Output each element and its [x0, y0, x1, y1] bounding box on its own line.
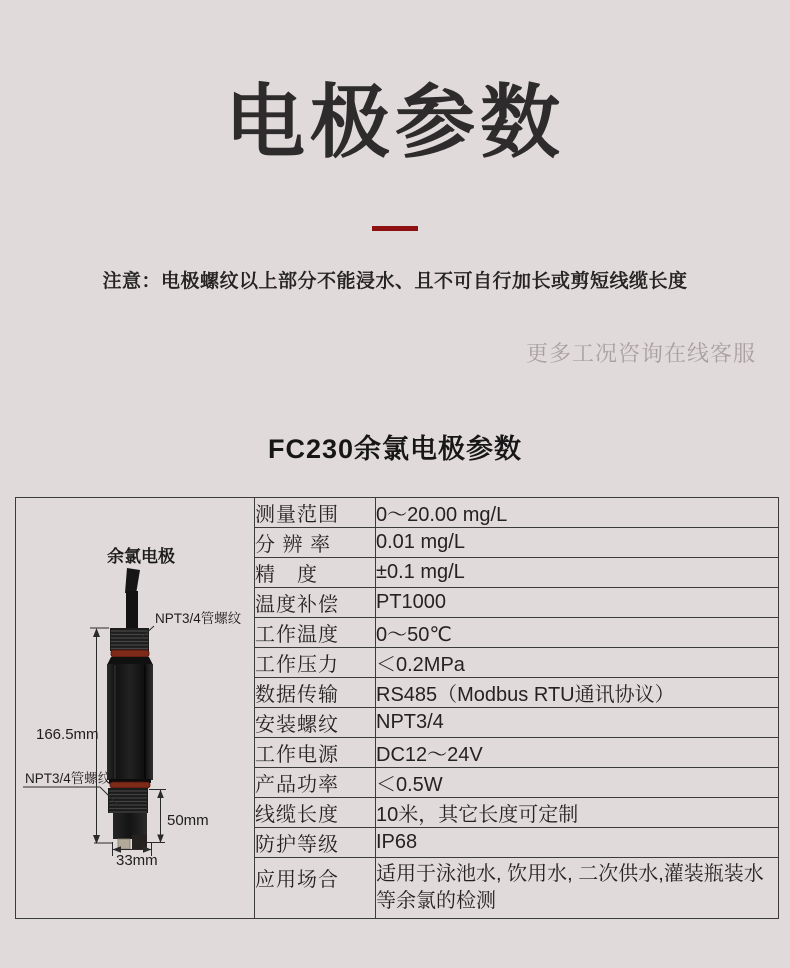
spec-value: 适用于泳池水, 饮用水, 二次供水,灌装瓶装水等余氯的检测 — [376, 858, 779, 919]
spec-value: 0.01 mg/L — [376, 528, 779, 558]
spec-label: 测量范围 — [255, 498, 376, 528]
spec-value: RS485（Modbus RTU通讯协议） — [376, 678, 779, 708]
spec-value: NPT3/4 — [376, 708, 779, 738]
section-subtitle: FC230余氯电极参数 — [267, 434, 523, 464]
spec-label: 应用场合 — [255, 858, 376, 919]
dimension-33mm-label: 33mm — [116, 851, 158, 869]
warning-notice: 注意：电极螺纹以上部分不能浸水、且不可自行加长或剪短线缆长度 — [102, 271, 688, 292]
spec-value: 0～20.00 mg/L — [376, 498, 779, 528]
electrode-figure-cell — [16, 498, 255, 919]
spec-value: 0～50℃ — [376, 618, 779, 648]
spec-table — [15, 497, 779, 919]
thread-label-top: NPT3/4管螺纹 — [155, 610, 242, 626]
thread-top — [110, 628, 149, 651]
electrode-diagram — [16, 528, 252, 889]
spec-value: ＜0.2MPa — [376, 648, 779, 678]
hex-body — [107, 657, 153, 780]
spec-label: 工作压力 — [255, 648, 376, 678]
thread-label-bottom: NPT3/4管螺纹 — [25, 770, 112, 786]
dimension-50mm — [147, 789, 166, 843]
spec-label: 产品功率 — [255, 768, 376, 798]
spec-label: 安装螺纹 — [255, 708, 376, 738]
spec-label: 防护等级 — [255, 828, 376, 858]
spec-value: IP68 — [376, 828, 779, 858]
dimension-50mm-label: 50mm — [167, 811, 209, 829]
spec-label: 精 度 — [255, 558, 376, 588]
spec-label: 温度补偿 — [255, 588, 376, 618]
consult-service-text: 更多工况咨询在线客服 — [525, 341, 756, 366]
o-ring-top — [111, 650, 149, 657]
spec-value: ±0.1 mg/L — [376, 558, 779, 588]
table-row — [16, 498, 779, 528]
dimension-166mm-label: 166.5mm — [36, 725, 99, 743]
cable-gland — [126, 591, 138, 630]
spec-value: PT1000 — [376, 588, 779, 618]
figure-caption: 余氯电极 — [107, 546, 175, 566]
spec-value: 10米，其它长度可定制 — [376, 798, 779, 828]
cable — [125, 568, 140, 594]
spec-value: DC12～24V — [376, 738, 779, 768]
spec-label: 工作电源 — [255, 738, 376, 768]
spec-value: ＜0.5W — [376, 768, 779, 798]
spec-label: 线缆长度 — [255, 798, 376, 828]
spec-label: 数据传输 — [255, 678, 376, 708]
page-title: 电极参数 — [225, 78, 565, 167]
spec-label: 工作温度 — [255, 618, 376, 648]
o-ring-bottom — [110, 782, 150, 788]
spec-label: 分 辨 率 — [255, 528, 376, 558]
title-divider — [372, 226, 418, 231]
